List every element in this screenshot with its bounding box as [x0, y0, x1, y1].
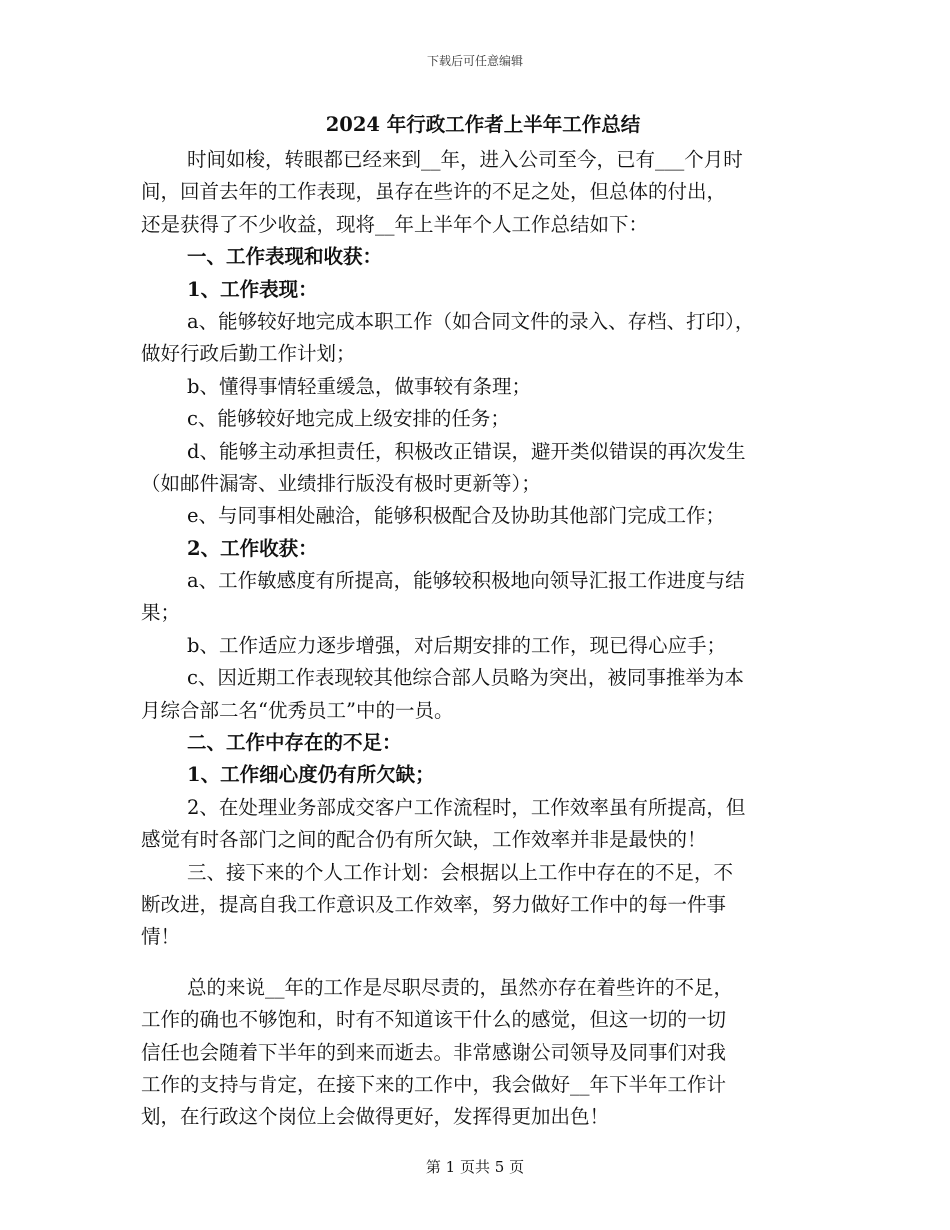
- subsection-heading: 2、工作收获：: [187, 536, 318, 560]
- section-heading: 一、工作表现和收获：: [187, 245, 383, 269]
- page-header: 下载后可任意编辑: [426, 54, 523, 68]
- paragraph-line: 总的来说__年的工作是尽职尽责的，虽然亦存在着些许的不足，: [187, 975, 734, 999]
- list-item: a、工作敏感度有所提高，能够较积极地向领导汇报工作进度与结: [187, 569, 745, 593]
- paragraph-line: 三、接下来的个人工作计划：会根据以上工作中存在的不足，不: [187, 860, 734, 884]
- paragraph-line: 时间如梭，转眼都已经来到__年，进入公司至今，已有___个月时: [187, 148, 743, 171]
- paragraph-line: 还是获得了不少收益，现将__年上半年个人工作总结如下：: [141, 212, 649, 236]
- list-item: c、因近期工作表现较其他综合部人员略为突出，被同事推举为本: [187, 666, 744, 690]
- list-item: b、懂得事情轻重缓急，做事较有条理；: [187, 374, 531, 398]
- paragraph-line: 间，回首去年的工作表现，虽存在些许的不足之处，但总体的付出，: [141, 180, 727, 204]
- page-footer: 第 1 页共 5 页: [425, 1158, 525, 1176]
- document-body: [141, 106, 805, 1134]
- list-item-continuation: （如邮件漏寄、业绩排行版没有极时更新等）；: [141, 471, 541, 495]
- list-item: b、工作适应力逐步增强，对后期安排的工作，现已得心应手；: [187, 633, 726, 657]
- paragraph-line: 情！: [141, 925, 181, 949]
- paragraph-line: 断改进，提高自我工作意识及工作效率，努力做好工作中的每一件事: [141, 892, 727, 916]
- paragraph-line: 划，在行政这个岗位上会做得更好，发挥得更加出色！: [141, 1105, 610, 1129]
- list-item-continuation: 感觉有时各部门之间的配合仍有所欠缺，工作效率并非是最快的！: [141, 828, 707, 852]
- list-item: a、能够较好地完成本职工作（如合同文件的录入、存档、打印），: [187, 309, 755, 333]
- paragraph-line: 工作的确也不够饱和，时有不知道该干什么的感觉，但这一切的一切: [141, 1008, 727, 1032]
- paragraph-line: 工作的支持与肯定，在接下来的工作中，我会做好__年下半年工作计: [141, 1072, 727, 1096]
- paragraph-gap: [141, 954, 805, 972]
- list-item: 2、在处理业务部成交客户工作流程时，工作效率虽有所提高，但: [187, 795, 746, 819]
- list-item: c、能够较好地完成上级安排的任务；: [187, 407, 510, 431]
- list-item-continuation: 果；: [141, 601, 181, 625]
- section-heading: 二、工作中存在的不足：: [187, 731, 402, 755]
- subsection-heading: 1、工作细心度仍有所欠缺；: [187, 763, 435, 787]
- list-item-continuation: 做好行政后勤工作计划；: [141, 342, 356, 366]
- list-item-continuation: 月综合部二名“优秀员工”中的一员。: [141, 698, 454, 722]
- list-item: d、能够主动承担责任，积极改正错误，避开类似错误的再次发生: [187, 439, 746, 463]
- list-item: e、与同事相处融洽，能够积极配合及协助其他部门完成工作；: [187, 504, 726, 528]
- document-title: 2024 年行政工作者上半年工作总结: [325, 113, 641, 136]
- subsection-heading: 1、工作表现：: [187, 277, 318, 301]
- paragraph-line: 信任也会随着下半年的到来而逝去。非常感谢公司领导及同事们对我: [141, 1040, 727, 1064]
